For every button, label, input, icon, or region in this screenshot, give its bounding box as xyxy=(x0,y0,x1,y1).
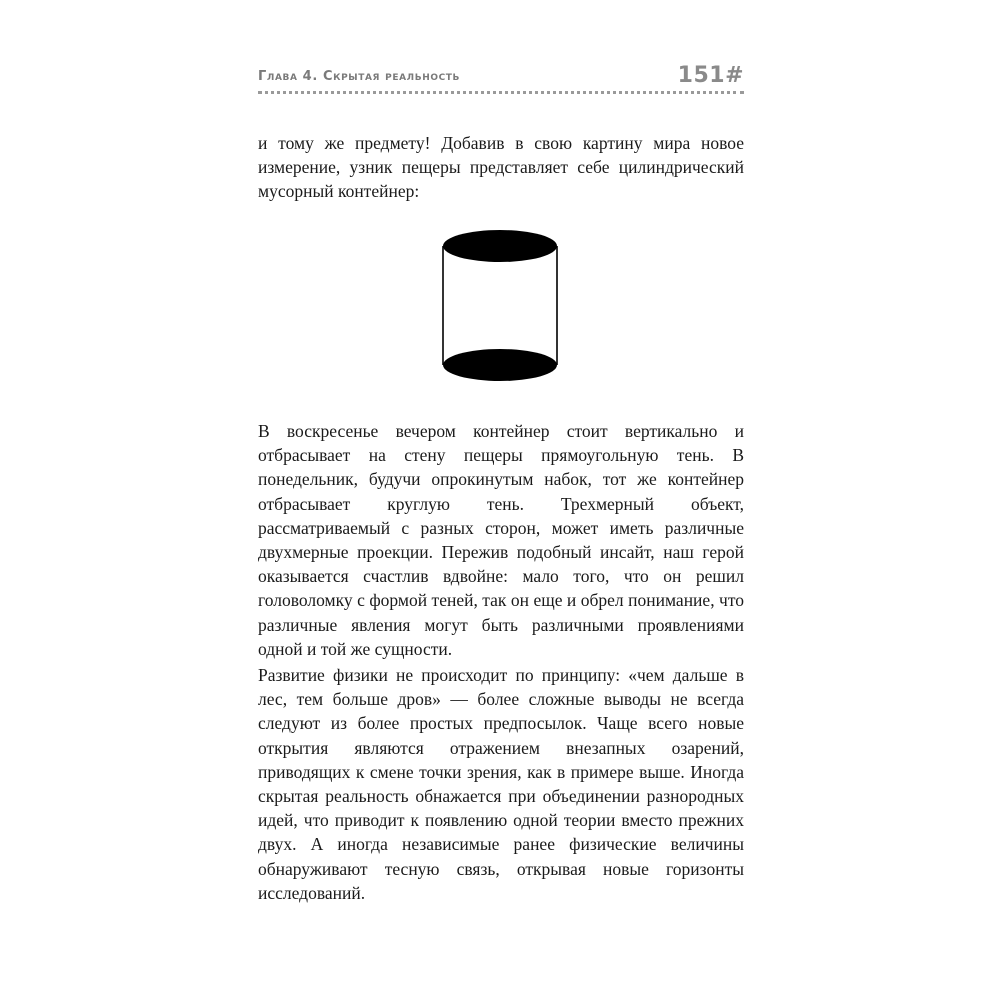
running-head xyxy=(258,58,744,94)
page-number: 151# xyxy=(677,63,744,88)
paragraph-1: и тому же предмету! Добавив в свою картину мира новое измерение, узник пещеры представляет себе цилиндрический мусорный контейнер: xyxy=(258,133,744,202)
cylinder-icon xyxy=(436,226,564,386)
cylinder-illustration xyxy=(436,226,564,386)
chapter-title: Глава 4. Скрытая реальность xyxy=(258,69,460,84)
paragraph-2: В воскресенье вечером контейнер стоит вертикально и отбрасывает на стену пещеры прямоугольную тень. В понедельник, будучи опрокинутым набок, тот же контейнер отбрасывает круглую тень. Трехмерный объект, рассматриваемый с разных сторон, может иметь различные двухмерные проекции. Пережив подобный инсайт, наш герой оказывается счастлив вдвойне: мало того, что он решил головоломку с формой теней, так он еще и обрел понимание, что различные явления могут быть различными проявлениями одной и той же сущности. xyxy=(258,421,744,659)
cylinder-top-ellipse xyxy=(443,230,557,262)
cylinder-bottom-ellipse xyxy=(443,349,557,381)
header-dotted-rule xyxy=(258,91,744,94)
paragraph-3: Развитие физики не происходит по принципу: «чем дальше в лес, тем больше дров» — более сложные выводы не всегда следуют из более простых предпосылок. Чаще всего новые открытия являются отражением внезапных озарений, приводящих к смене точки зрения, как в примере выше. Иногда скрытая реальность обнажается при объединении разнородных идей, что приводит к появлению одной теории вместо прежних двух. А иногда независимые ранее физические величины обнаруживают тесную связь, открывая новые горизонты исследований. xyxy=(258,665,744,903)
